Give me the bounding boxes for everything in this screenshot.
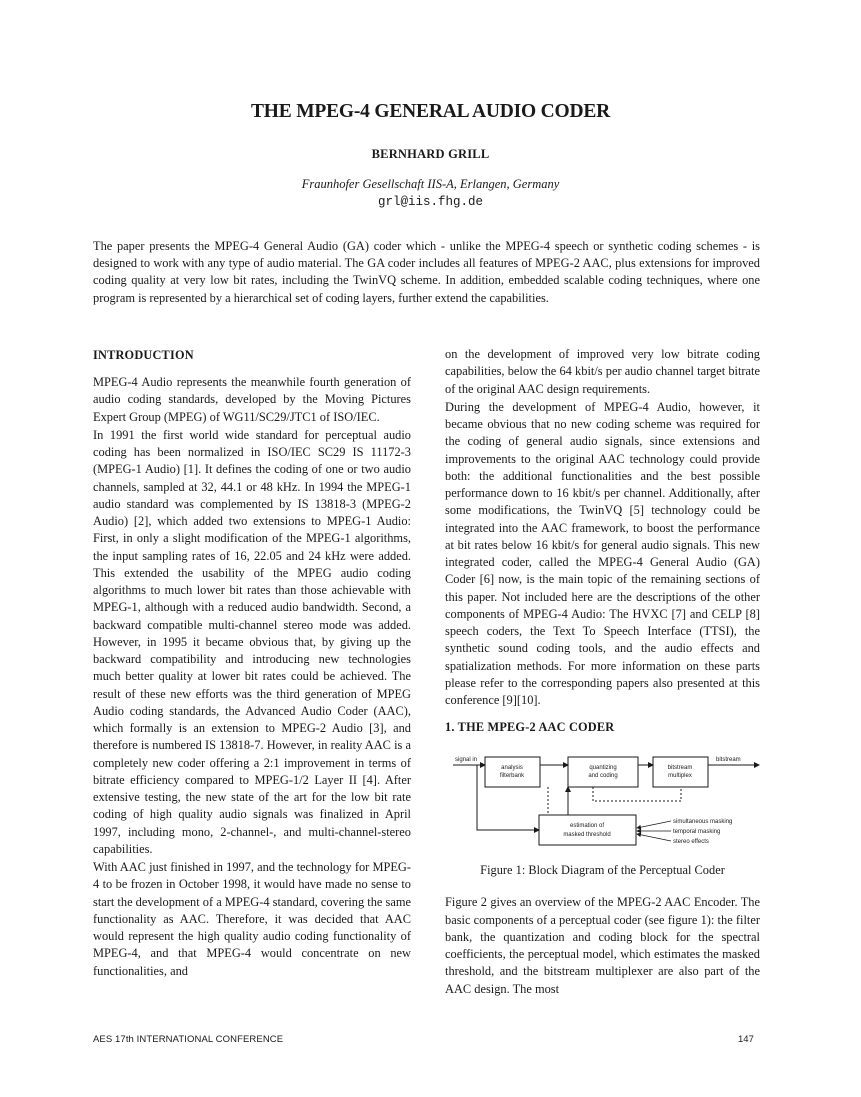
body-paragraph: During the development of MPEG-4 Audio, however, it became obvious that no new coding scheme was required for the coding of general audio signals, since extensions and improvements to the original AAC technology could provide both: the additional functionalities and the best possible performance down to 16 kbit/s per channel. Additionally, after some modifications, the TwinVQ [5] technology could be integrated into the AAC framework, to boost the performance at bit rates below 16 kbit/s for general audio signals. This new integrated coder, called the MPEG-4 General Audio (GA) Coder [6] now, is the main topic of the remaining sections of this paper. Not included here are the descriptions of the other components of MPEG-4 Audio: The HVXC [7] and CELP [8] speech coders, the Text To Speech Interface (TTSI), the synthetic sound coding tools, and the audio effects and spatialization methods. For more information on these parts please refer to the corresponding papers also presented at this conference [9][10]. xyxy=(445,399,760,707)
simultaneous-masking-label: simultaneous masking xyxy=(673,819,733,826)
filterbank-label: filterbank xyxy=(499,773,525,780)
author-affiliation: Fraunhofer Gesellschaft IIS-A, Erlangen, Germany xyxy=(301,177,560,191)
page-number: 147 xyxy=(738,1034,754,1045)
quantizing-label: quantizing xyxy=(589,765,617,772)
figure-caption: Figure 1: Block Diagram of the Perceptual Coder xyxy=(480,863,725,878)
author-email: grl@iis.fhg.de xyxy=(377,195,484,209)
bitstream-multiplex-block xyxy=(653,757,708,787)
section-heading-aac: 1. THE MPEG-2 AAC CODER xyxy=(445,720,615,735)
quantizing-coding-block xyxy=(568,757,638,787)
bitstream-out-label: bitstream xyxy=(716,757,741,764)
intro-paragraph: In 1991 the first world wide standard for perceptual audio coding has been normalized in ISO/IEC SC29 IS 11172-3 (MPEG-1 Audio) [1]. It defines the coding of one or two audio channels, sampled at 32, 44.1 or 48 kHz. In 1994 the MPEG-1 audio standard was complemented by IS 13818-3 (MPEG-2 Audio) [2], which added two extensions to MPEG-1 Audio: First, in only a slight modification of the MPEG-1 algorithms, the input sampling rates of 16, 22.05 and 24 kHz were added. This extended the usability of the MPEG audio coding algorithms to much lower bit rates than those achievable with MPEG-1, although with a reduced audio bandwidth. Second, a backward compatible multi-channel stereo mode was added. However, in 1995 it became obvious that, by giving up the backward compatibility and introducing new technologies much better quality at lower bit rates could be achieved. The result of these new efforts was the third generation of MPEG Audio coding standards, the Advanced Audio Coder (AAC), which formally is an extension to MPEG-2 Audio [3], and therefore is numbered IS 13818-7. However, in reality AAC is a completely new coder offering a 2:1 improvement in terms of bitrate efficiency compared to MPEG-1/2 Layer II [4]. After extensive testing, the new state of the art for the low bit rate coding of high quality audio signals was finalized in April 1997, including mono, 2-channel-, and multi-channel-stereo capabilities. xyxy=(93,427,411,856)
stereo-effects-label: stereo effects xyxy=(673,839,709,846)
side-info-dashed-line xyxy=(593,787,681,801)
block-diagram-figure xyxy=(445,743,760,851)
analysis-filterbank-block xyxy=(485,757,540,787)
introduction-heading: INTRODUCTION xyxy=(93,348,194,362)
effect-arrow xyxy=(637,821,671,828)
multiplex-label: multiplex xyxy=(668,773,692,780)
signal-in-label: signal in xyxy=(455,757,478,764)
paper-title: THE MPEG-4 GENERAL AUDIO CODER xyxy=(250,101,611,122)
author-name: BERNHARD GRILL xyxy=(371,147,490,161)
right-column xyxy=(445,346,760,999)
bitstream-label: bitstream xyxy=(667,765,693,772)
masked-threshold-block xyxy=(539,815,636,845)
abstract: The paper presents the MPEG-4 General Audio (GA) coder which - unlike the MPEG-4 speech or synthetic coding schemes - is designed to work with any type of audio material. The GA coder includes all features of MPEG-2 AAC, plus extensions for improved coding quality at very low bit rates, including the TwinVQ scheme. In addition, embedded scalable coding techniques, where one program is represented by a hierarchical set of coding layers, further extend the capabilities. xyxy=(93,239,760,305)
footer-conference: AES 17th INTERNATIONAL CONFERENCE xyxy=(93,1034,284,1045)
left-column xyxy=(93,346,411,981)
and-coding-label: and coding xyxy=(588,773,618,780)
analysis-label: analysis xyxy=(501,765,523,772)
body-paragraph: Figure 2 gives an overview of the MPEG-2 AAC Encoder. The basic components of a perceptual coder (see figure 1): the filter bank, the quantization and coding block for the spectral coefficients, the perceptual model, which estimates the masked threshold, and the bitstream multiplexer are also part of the AAC design. The most xyxy=(445,895,760,996)
masked-threshold-label: masked threshold xyxy=(563,832,611,839)
effect-arrow xyxy=(637,834,671,841)
temporal-masking-label: temporal masking xyxy=(673,829,721,836)
intro-paragraph: With AAC just finished in 1997, and the technology for MPEG-4 to be frozen in October 1998, it would have made no sense to start the development of a MPEG-4 standard, covering the same functionality as AAC. Therefore, it was decided that AAC would represent the high quality audio coding functionality of MPEG-4, and that MPEG-4 would concentrate on new functionalities, and xyxy=(93,860,411,978)
block-diagram xyxy=(445,743,760,851)
intro-paragraph: MPEG-4 Audio represents the meanwhile fourth generation of audio coding standards, developed by the Moving Pictures Expert Group (MPEG) of WG11/SC29/JTC1 of ISO/IEC. xyxy=(93,375,411,424)
body-paragraph: on the development of improved very low bitrate coding capabilities, below the 64 kbit/s per audio channel target bitrate of the original AAC design requirements. xyxy=(445,347,760,396)
estimation-label: estimation of xyxy=(569,823,605,830)
